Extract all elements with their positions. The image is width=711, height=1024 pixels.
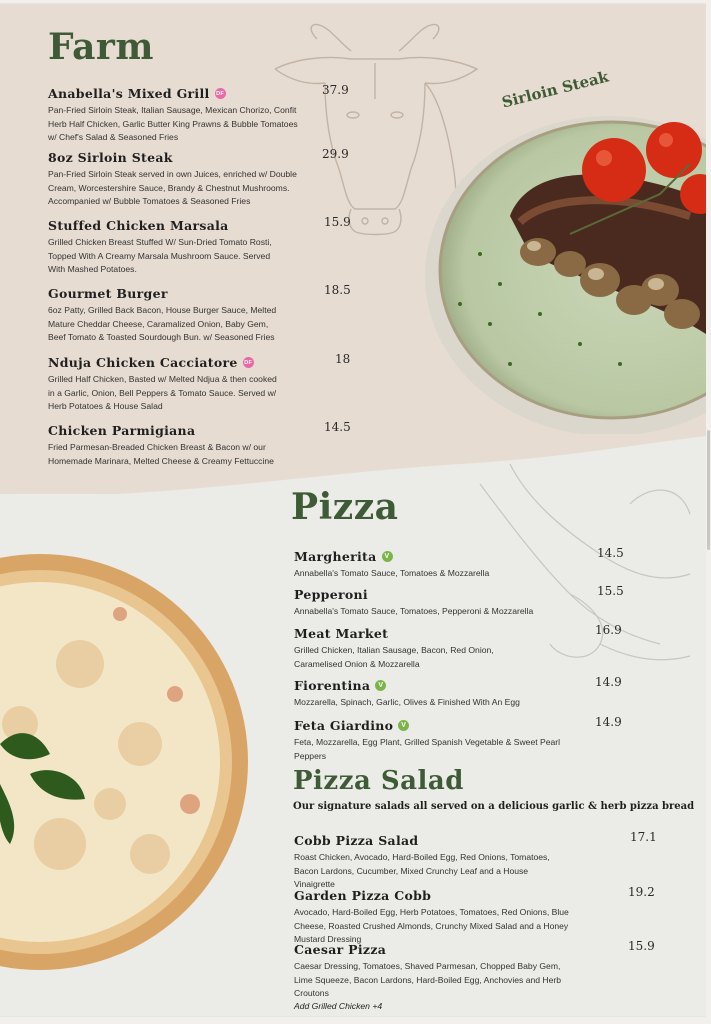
scrollbar[interactable] [706, 0, 711, 1024]
item-price: 14.5 [324, 420, 351, 434]
item-description: Grilled Chicken Breast Stuffed W/ Sun-Dried Tomato Rosti, Topped With A Creamy Marsala Mushroom Sauce. Served With Mashed Potatoes. [48, 237, 272, 274]
vegetarian-badge-icon: V [375, 680, 386, 691]
pizza-title: Pizza [291, 486, 399, 528]
margherita-pizza-photo [0, 544, 250, 984]
menu-item-mixed-grill[interactable] [48, 83, 348, 145]
item-name: Margherita [294, 549, 377, 564]
item-price: 14.9 [595, 715, 622, 729]
menu-page [0, 4, 706, 1016]
item-price: 14.9 [595, 675, 622, 689]
dairy-free-badge-icon: DF [243, 357, 254, 368]
item-description: Avocado, Hard-Boiled Egg, Herb Potatoes, Tomatoes, Red Onions, Blue Cheese, Roasted Crushed Almonds, Crunchy Mixed Salad and a Honey Mustard Dressing [294, 907, 569, 944]
item-name: Anabella's Mixed Grill [48, 86, 210, 101]
menu-item-chicken-marsala[interactable] [48, 215, 351, 277]
item-name: Nduja Chicken Cacciatore [48, 355, 238, 370]
item-name: Meat Market [294, 626, 389, 641]
menu-item-nduja-cacciatore[interactable] [48, 352, 351, 414]
item-description: Pan-Fried Sirloin Steak, Italian Sausage, Mexican Chorizo, Confit Herb Half Chicken, Garlic Butter King Prawns & Bubble Tomatoes w/ Chef's Salad & Seasoned Fries [48, 105, 298, 142]
item-price: 15.9 [324, 215, 351, 229]
item-description: Annabella's Tomato Sauce, Tomatoes & Mozzarella [294, 568, 490, 578]
item-description: Caesar Dressing, Tomatoes, Shaved Parmesan, Chopped Baby Gem, Lime Squeeze, Bacon Lardons, Hard-Boiled Egg, Anchovies and Herb Croutons [294, 961, 562, 998]
item-description: Pan-Fried Sirloin Steak served in own Juices, enriched w/ Double Cream, Worcestershire Sauce, Brandy & Chestnut Mushrooms. Accompanied w/ Bubble Tomatoes & Seasoned Fries [48, 169, 297, 206]
item-addon: Add Grilled Chicken +4 [294, 1000, 383, 1011]
item-price: 37.9 [322, 83, 349, 97]
menu-item-gourmet-burger[interactable] [48, 283, 351, 345]
menu-item-meat-market[interactable] [294, 623, 624, 671]
item-name: Fiorentina [294, 678, 371, 693]
item-price: 15.9 [628, 939, 655, 953]
menu-item-feta-giardino[interactable] [294, 715, 624, 763]
item-price: 16.9 [595, 623, 622, 637]
menu-item-caesar-pizza[interactable] [294, 939, 659, 1011]
item-description: Grilled Half Chicken, Basted w/ Melted Ndjua & then cooked in a Garlic, Onion, Bell Peppers & Tomato Sauce. Served w/ Herb Potatoes & House Salad [48, 374, 277, 411]
vegetarian-badge-icon: V [398, 720, 409, 731]
item-name: Pepperoni [294, 587, 368, 602]
steak-photo-caption: Sirloin Steak [500, 67, 611, 112]
item-description: Fried Parmesan-Breaded Chicken Breast & Bacon w/ our Homemade Marinara, Melted Cheese & Creamy Fettuccine [48, 442, 274, 466]
menu-item-fiorentina[interactable] [294, 675, 624, 710]
item-price: 29.9 [322, 147, 349, 161]
item-name: Caesar Pizza [294, 942, 387, 957]
pizza-salad-title: Pizza Salad [293, 766, 464, 796]
pizza-salad-subtitle: Our signature salads all served on a delicious garlic & herb pizza bread [293, 801, 695, 812]
item-description: Roast Chicken, Avocado, Hard-Boiled Egg, Red Onions, Tomatoes, Bacon Lardons, Cucumber, Mixed Crunchy Leaf and a House Vinaigrette [294, 852, 550, 889]
item-description: 6oz Patty, Grilled Back Bacon, House Burger Sauce, Melted Mature Cheddar Cheese, Caramalized Onion, Baby Gem, Beef Tomato & Toasted Sourdough Bun. w/ Seasoned Fries [48, 305, 277, 342]
menu-item-margherita[interactable] [294, 546, 624, 581]
item-price: 17.1 [630, 830, 657, 844]
item-price: 18.5 [324, 283, 351, 297]
item-price: 19.2 [628, 885, 655, 899]
sirloin-steak-photo [420, 104, 706, 434]
item-name: Stuffed Chicken Marsala [48, 218, 229, 233]
item-name: 8oz Sirloin Steak [48, 150, 173, 165]
item-price: 14.5 [597, 546, 624, 560]
item-description: Annabella's Tomato Sauce, Tomatoes, Pepperoni & Mozzarella [294, 606, 534, 616]
item-name: Gourmet Burger [48, 286, 168, 301]
menu-item-sirloin-steak[interactable] [48, 147, 348, 209]
item-price: 18 [335, 352, 351, 366]
item-name: Chicken Parmigiana [48, 423, 196, 438]
item-name: Feta Giardino [294, 718, 394, 733]
dairy-free-badge-icon: DF [215, 88, 226, 99]
vegetarian-badge-icon: V [382, 551, 393, 562]
item-description: Mozzarella, Spinach, Garlic, Olives & Finished With An Egg [294, 697, 520, 707]
menu-item-cobb-pizza-salad[interactable] [294, 830, 659, 892]
item-description: Grilled Chicken, Italian Sausage, Bacon, Red Onion, Caramelised Onion & Mozzarella [294, 645, 494, 669]
item-name: Cobb Pizza Salad [294, 833, 419, 848]
item-description: Feta, Mozzarella, Egg Plant, Grilled Spanish Vegetable & Sweet Pearl Peppers [294, 737, 561, 761]
farm-title: Farm [48, 26, 154, 68]
item-price: 15.5 [597, 584, 624, 598]
menu-item-garden-pizza-cobb[interactable] [294, 885, 659, 947]
menu-item-pepperoni[interactable] [294, 584, 624, 619]
scrollbar-thumb[interactable] [707, 430, 710, 550]
item-name: Garden Pizza Cobb [294, 888, 432, 903]
